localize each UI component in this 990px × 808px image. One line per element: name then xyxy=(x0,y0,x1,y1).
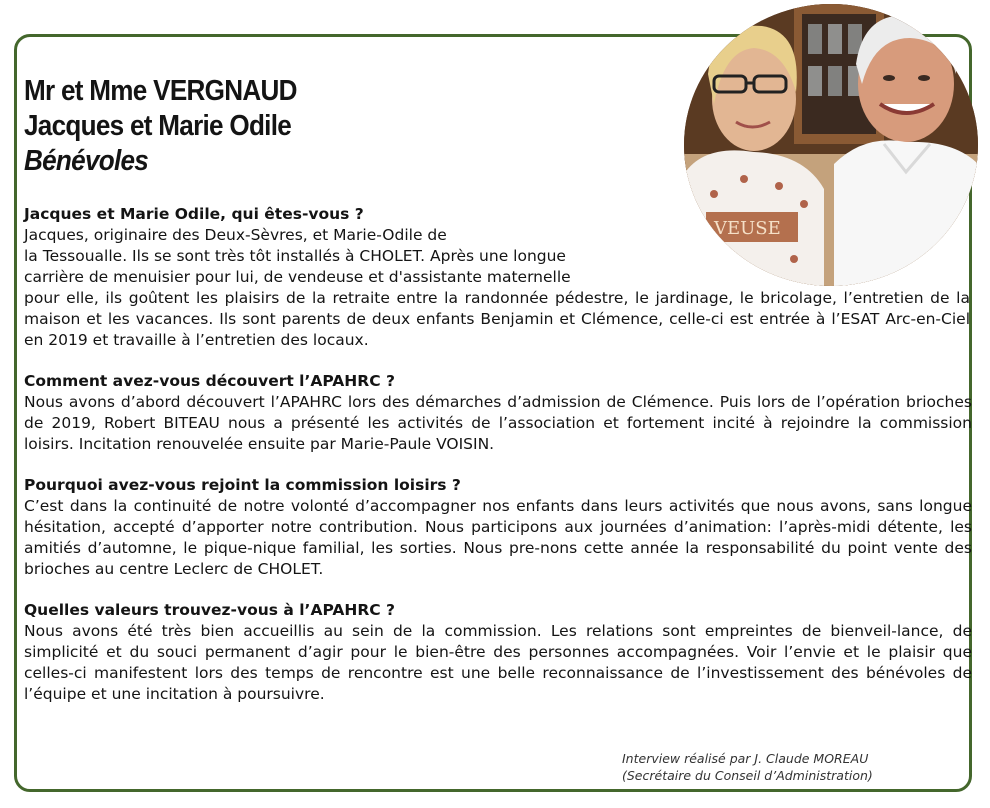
question-why-join: Pourquoi avez-vous rejoint la commission loisirs ? xyxy=(24,476,461,494)
question-values: Quelles valeurs trouvez-vous à l’APAHRC ? xyxy=(24,601,396,619)
section-discovery xyxy=(24,371,972,455)
section-values xyxy=(24,600,972,705)
role-title: Bénévoles xyxy=(24,145,149,177)
credit-line-1: Interview réalisé par J. Claude MOREAU xyxy=(622,751,869,766)
answer-who-line-1: Jacques, originaire des Deux-Sèvres, et Marie-Odile de xyxy=(24,226,447,244)
answer-who-line-3: carrière de menuisier pour lui, de vendeuse et d'assistante maternelle xyxy=(24,268,571,286)
shirt-text: VEUSE xyxy=(714,218,781,239)
name-line-1: Mr et Mme VERGNAUD xyxy=(24,75,297,107)
answer-who-line-4: pour elle, ils goûtent les plaisirs de la retraite entre la randonnée pédestre, le jardinage, le bricolage, l’entretien de la maison et les vacances. Ils sont parents de deux enfants Benjamin et Clémence, celle-ci est entrée à l’ESAT Arc-en-Ciel en 2019 et travaille à l’entretien des locaux. xyxy=(24,289,970,349)
answer-discovery: Nous avons d’abord découvert l’APAHRC lors des démarches d’admission de Clémence. Puis lors de l’opération brioches de 2019, Robert BITEAU nous a présenté les activités de l’association et fortement incité à rejoindre la commission loisirs. Incitation renouvelée ensuite par Marie-Paule VOISIN. xyxy=(24,393,972,453)
section-who xyxy=(24,204,972,351)
question-who: Jacques et Marie Odile, qui êtes-vous ? xyxy=(24,205,364,223)
question-discovery: Comment avez-vous découvert l’APAHRC ? xyxy=(24,372,395,390)
name-line-2: Jacques et Marie Odile xyxy=(24,110,292,142)
answer-values: Nous avons été très bien accueillis au sein de la commission. Les relations sont empreintes de bienveil-lance, de simplicité et du souci permanent d’agir pour le bien-être des personnes accompagnées. Voir l’envie et le plaisir que celles-ci manifestent lors des temps de rencontre est une belle reconnaissance de l’investissement des bénévoles de l’équipe et une incitation à poursuivre. xyxy=(24,622,972,703)
interview-content xyxy=(24,204,972,725)
section-why-join xyxy=(24,475,972,580)
article-header xyxy=(24,74,327,179)
credit-line-2: (Secrétaire du Conseil d’Administration) xyxy=(622,768,873,783)
answer-who-line-2: la Tessoualle. Ils se sont très tôt installés à CHOLET. Après une longue xyxy=(24,247,566,265)
answer-why-join: C’est dans la continuité de notre volonté d’accompagner nos enfants dans leurs activités que nous avons, sans longue hésitation, accepté d’apporter notre contribution. Nous participons aux journées d’animation: l’après-midi détente, les amitiés d’automne, le pique-nique familial, les sorties. Nous pre-nons cette année la responsabilité du point vente des brioches au centre Leclerc de CHOLET. xyxy=(24,497,972,578)
interview-credit xyxy=(622,750,873,784)
answer-who xyxy=(24,225,972,351)
